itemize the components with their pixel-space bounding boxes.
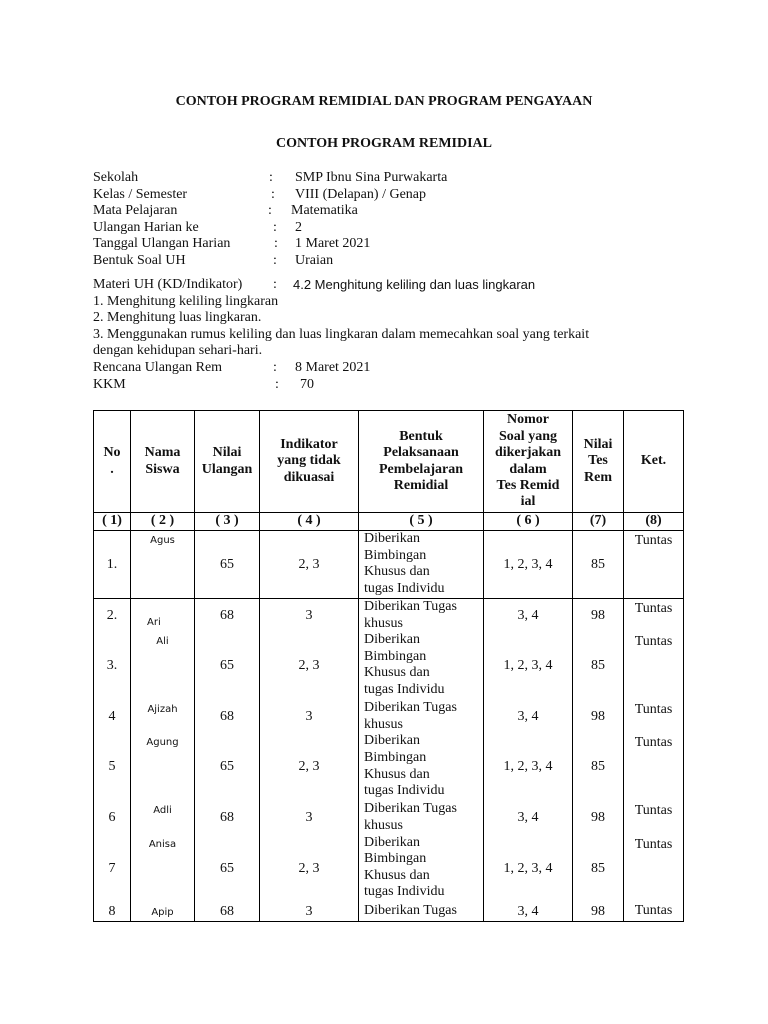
- rencana-row: [93, 360, 683, 377]
- row-indikator-text: 3: [305, 607, 313, 623]
- table-row: [94, 700, 684, 733]
- row-ket: [624, 903, 684, 922]
- row-bentuk: [359, 531, 484, 599]
- info-label: Tanggal Ulangan Harian: [93, 236, 231, 252]
- row-tes-text: 98: [591, 903, 605, 919]
- row-bentuk-text: Diberikan Tugas khusus: [364, 801, 457, 833]
- section-title: CONTOH PROGRAM REMIDIAL: [276, 136, 492, 151]
- row-nomor-text: 3, 4: [517, 903, 539, 919]
- row-ket: [624, 733, 684, 801]
- row-no: [94, 733, 131, 801]
- row-tes: [573, 700, 624, 733]
- row-ket: [624, 700, 684, 733]
- row-tes-text: 85: [591, 556, 605, 572]
- row-nilai: [195, 835, 260, 903]
- header-indikator: Indikator yang tidak dikuasai: [260, 411, 359, 513]
- row-nama-text: Agung: [146, 737, 179, 749]
- row-nilai: [195, 531, 260, 599]
- table-row: [94, 835, 684, 903]
- row-nama-text: Anisa: [148, 838, 177, 850]
- row-indikator: [260, 903, 359, 922]
- row-nomor-text: 1, 2, 3, 4: [503, 860, 553, 876]
- row-indikator-text: 2, 3: [298, 658, 320, 674]
- row-bentuk-text: Diberikan Tugas: [364, 902, 457, 918]
- materi-colon: :: [273, 277, 277, 292]
- rencana-colon: :: [273, 359, 277, 375]
- row-nomor-text: 3, 4: [517, 809, 539, 825]
- row-nama-text: Agus: [150, 535, 175, 546]
- row-no-text: 3.: [106, 658, 118, 674]
- row-indikator: [260, 531, 359, 599]
- header-no: No .: [94, 411, 131, 513]
- row-nama: [131, 531, 195, 599]
- row-nilai-text: 68: [220, 607, 234, 623]
- table-row: [94, 733, 684, 801]
- row-tes-text: 85: [591, 759, 605, 775]
- row-no: [94, 700, 131, 733]
- kkm-row: [93, 377, 683, 394]
- row-indikator-text: 2, 3: [298, 759, 320, 775]
- table-row: [94, 632, 684, 700]
- table-row: [94, 903, 684, 922]
- row-nilai-text: 65: [220, 759, 234, 775]
- row-nomor: [484, 632, 573, 700]
- row-nama: [131, 700, 195, 733]
- row-nomor-text: 1, 2, 3, 4: [503, 759, 553, 775]
- row-indikator: [260, 700, 359, 733]
- row-nama-text: Ali: [156, 636, 169, 648]
- row-tes: [573, 801, 624, 834]
- row-ket: [624, 531, 684, 599]
- row-nomor-text: 1, 2, 3, 4: [503, 556, 553, 572]
- row-bentuk: [359, 599, 484, 633]
- info-colon: :: [268, 203, 272, 219]
- header-bentuk: Bentuk Pelaksanaan Pembelajaran Remidial: [359, 411, 484, 513]
- row-indikator: [260, 632, 359, 700]
- row-nilai: [195, 599, 260, 633]
- row-nomor: [484, 531, 573, 599]
- row-ket-text: Tuntas: [634, 902, 673, 918]
- row-tes-text: 98: [591, 607, 605, 623]
- row-bentuk: [359, 903, 484, 922]
- rencana-label: Rencana Ulangan Rem: [93, 359, 223, 375]
- row-no: [94, 632, 131, 700]
- row-ket: [624, 835, 684, 903]
- row-no: [94, 903, 131, 922]
- column-number-row: [94, 513, 684, 531]
- materi-label: Materi UH (KD/Indikator): [93, 277, 243, 292]
- materi-row: [93, 277, 683, 294]
- row-no-text: 1.: [106, 556, 118, 572]
- row-nomor-text: 3, 4: [517, 708, 539, 724]
- table-row: [94, 801, 684, 834]
- info-label: Sekolah: [93, 170, 139, 185]
- materi-value: 4.2 Menghitung keliling dan luas lingkaran: [293, 277, 536, 292]
- row-tes-text: 85: [591, 658, 605, 674]
- row-indikator: [260, 733, 359, 801]
- row-bentuk: [359, 632, 484, 700]
- indikator-line: 3. Menggunakan rumus keliling dan luas lingkaran dalam memecahkan soal yang terkait: [93, 326, 590, 342]
- row-bentuk: [359, 835, 484, 903]
- row-no-text: 8: [108, 903, 116, 919]
- col-number: ( 4 ): [260, 513, 359, 531]
- info-label: Ulangan Harian ke: [93, 219, 199, 235]
- col-number: ( 1): [94, 513, 131, 531]
- row-nomor: [484, 700, 573, 733]
- row-nilai-text: 65: [220, 860, 234, 876]
- col-number: (8): [624, 513, 684, 531]
- kkm-value: 70: [300, 376, 314, 392]
- row-nilai-text: 68: [220, 903, 234, 919]
- col-number: ( 5 ): [359, 513, 484, 531]
- indikator-line: 1. Menghitung keliling lingkaran: [93, 293, 279, 309]
- header-nilai: Nilai Ulangan: [195, 411, 260, 513]
- info-label: Kelas / Semester: [93, 186, 188, 202]
- info-colon: :: [274, 236, 278, 252]
- row-nama: [131, 903, 195, 922]
- header-nomor: Nomor Soal yang dikerjakan dalam Tes Remid ial: [484, 411, 573, 513]
- table-header-row: [94, 411, 684, 513]
- row-tes: [573, 599, 624, 633]
- row-indikator: [260, 801, 359, 834]
- row-tes: [573, 632, 624, 700]
- col-number: ( 6 ): [484, 513, 573, 531]
- row-tes-text: 85: [591, 860, 605, 876]
- row-no: [94, 835, 131, 903]
- row-tes: [573, 903, 624, 922]
- row-nomor-text: 3, 4: [517, 607, 539, 623]
- row-nama: [131, 632, 195, 700]
- info-colon: :: [269, 170, 273, 185]
- row-ket-text: Tuntas: [634, 634, 673, 650]
- row-bentuk-text: Diberikan Bimbingan Khusus dan tugas Individu: [364, 632, 445, 697]
- col-number: (7): [573, 513, 624, 531]
- row-bentuk-text: Diberikan Bimbingan Khusus dan tugas Individu: [364, 531, 445, 596]
- table-row: [94, 599, 684, 633]
- row-nama: [131, 801, 195, 834]
- row-nama-text: Adli: [153, 805, 172, 817]
- info-colon: :: [273, 252, 277, 268]
- row-bentuk: [359, 733, 484, 801]
- document-title: CONTOH PROGRAM REMIDIAL DAN PROGRAM PENGAYAAN: [175, 94, 593, 109]
- info-value: Matematika: [291, 203, 358, 219]
- rencana-value: 8 Maret 2021: [295, 359, 371, 375]
- row-no-text: 6: [108, 809, 116, 825]
- row-nama: [131, 599, 195, 633]
- row-nilai: [195, 903, 260, 922]
- header-tes: Nilai Tes Rem: [573, 411, 624, 513]
- row-indikator-text: 3: [305, 708, 313, 724]
- kkm-colon: :: [275, 376, 279, 392]
- row-nomor: [484, 903, 573, 922]
- row-indikator-text: 3: [305, 809, 313, 825]
- row-ket: [624, 599, 684, 633]
- info-label: Bentuk Soal UH: [93, 252, 186, 268]
- row-no: [94, 531, 131, 599]
- row-nilai-text: 65: [220, 658, 234, 674]
- info-value: 1 Maret 2021: [295, 236, 371, 252]
- row-nama: [131, 835, 195, 903]
- row-nama: [131, 733, 195, 801]
- row-nama-text: Ari: [147, 617, 161, 629]
- row-nomor: [484, 599, 573, 633]
- row-ket-text: Tuntas: [634, 735, 673, 751]
- kkm-label: KKM: [93, 376, 126, 392]
- row-no: [94, 801, 131, 834]
- row-nomor: [484, 835, 573, 903]
- info-colon: :: [271, 186, 275, 202]
- col-number: ( 3 ): [195, 513, 260, 531]
- row-ket-text: Tuntas: [634, 803, 673, 819]
- materi-block: [93, 277, 683, 393]
- row-nilai: [195, 700, 260, 733]
- row-nomor-text: 1, 2, 3, 4: [503, 658, 553, 674]
- row-bentuk-text: Diberikan Bimbingan Khusus dan tugas Individu: [364, 834, 445, 900]
- row-bentuk: [359, 801, 484, 834]
- row-nomor: [484, 801, 573, 834]
- row-no-text: 4: [108, 708, 116, 724]
- row-indikator-text: 2, 3: [298, 556, 320, 572]
- info-value: SMP Ibnu Sina Purwakarta: [295, 170, 448, 185]
- row-nilai-text: 68: [220, 708, 234, 724]
- indikator-line: 2. Menghitung luas lingkaran.: [93, 310, 262, 326]
- row-ket: [624, 801, 684, 834]
- row-ket-text: Tuntas: [634, 836, 673, 852]
- row-indikator: [260, 835, 359, 903]
- info-label: Mata Pelajaran: [93, 203, 178, 219]
- row-no-text: 2.: [106, 607, 118, 623]
- row-no-text: 5: [108, 759, 116, 775]
- table-row: [94, 531, 684, 599]
- row-ket-text: Tuntas: [634, 702, 673, 718]
- remedial-table: [93, 410, 684, 922]
- row-nilai-text: 65: [220, 556, 234, 572]
- info-value: VIII (Delapan) / Genap: [295, 186, 426, 202]
- row-nilai: [195, 632, 260, 700]
- info-value: 2: [295, 219, 302, 235]
- row-tes: [573, 531, 624, 599]
- row-no: [94, 599, 131, 633]
- indikator-line: dengan kehidupan sehari-hari.: [93, 343, 263, 359]
- row-indikator-text: 2, 3: [298, 860, 320, 876]
- row-bentuk-text: Diberikan Tugas khusus: [364, 599, 457, 631]
- info-colon: :: [273, 219, 277, 235]
- row-indikator-text: 3: [305, 903, 313, 919]
- row-ket: [624, 632, 684, 700]
- row-nomor: [484, 733, 573, 801]
- header-ket: Ket.: [624, 411, 684, 513]
- row-ket-text: Tuntas: [634, 601, 673, 616]
- row-nama-text: Apip: [151, 906, 174, 918]
- row-tes-text: 98: [591, 708, 605, 724]
- row-nilai: [195, 801, 260, 834]
- info-value: Uraian: [295, 252, 334, 268]
- col-number: ( 2 ): [131, 513, 195, 531]
- row-nilai: [195, 733, 260, 801]
- row-tes-text: 98: [591, 809, 605, 825]
- row-tes: [573, 733, 624, 801]
- row-indikator: [260, 599, 359, 633]
- header-nama: Nama Siswa: [131, 411, 195, 513]
- row-no-text: 7: [108, 860, 116, 876]
- row-bentuk-text: Diberikan Tugas khusus: [364, 700, 457, 732]
- row-ket-text: Tuntas: [634, 533, 673, 548]
- row-bentuk: [359, 700, 484, 733]
- row-nilai-text: 68: [220, 809, 234, 825]
- row-bentuk-text: Diberikan Bimbingan Khusus dan tugas Individu: [364, 733, 445, 799]
- row-tes: [573, 835, 624, 903]
- row-nama-text: Ajizah: [147, 704, 178, 716]
